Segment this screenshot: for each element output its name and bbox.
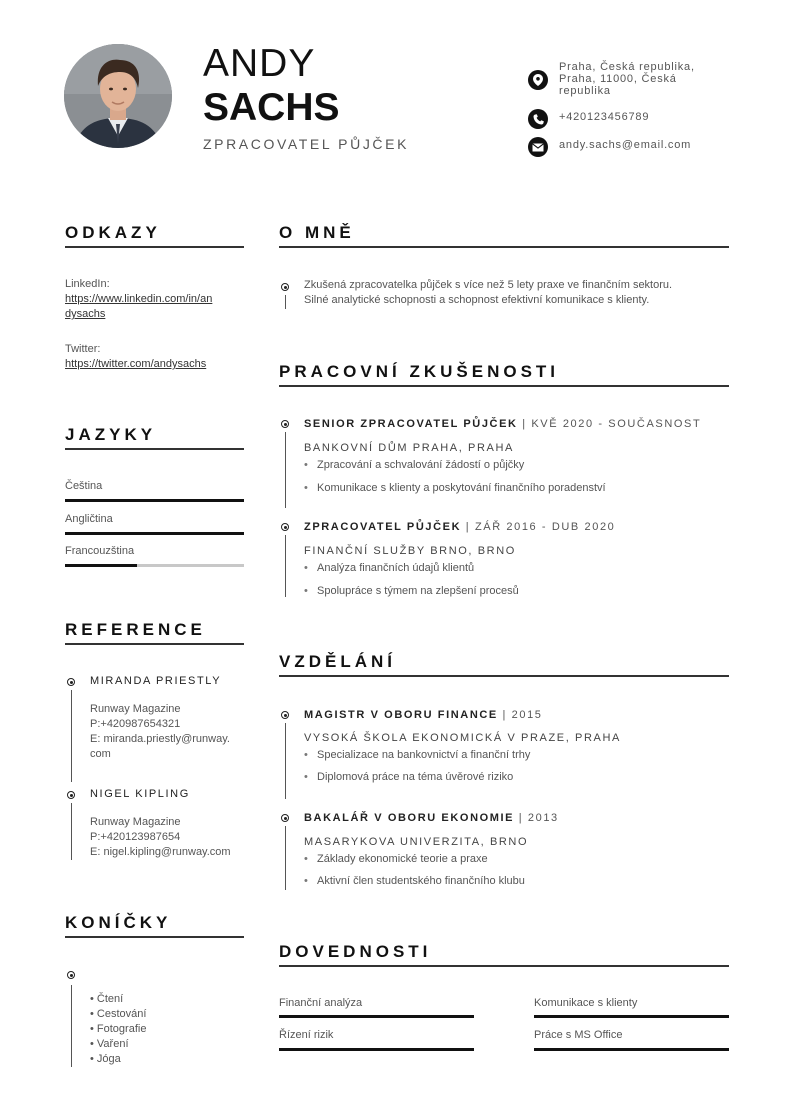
email-address[interactable]: andy.sachs@email.com — [559, 139, 692, 151]
skill-name: Práce s MS Office — [534, 1029, 623, 1041]
address-line-1: Praha, Česká republika, — [559, 61, 695, 73]
references-title: REFERENCE — [65, 620, 206, 639]
timeline-dot-icon — [281, 814, 289, 822]
experience-divider — [279, 385, 729, 387]
education-year: 2015 — [511, 709, 543, 721]
skill-level-fill — [534, 1015, 729, 1018]
languages-divider — [65, 448, 244, 450]
hobby-item: • Cestování — [90, 1008, 147, 1020]
job-position: SENIOR ZPRACOVATEL PŮJČEK — [304, 418, 518, 430]
links-divider — [65, 246, 244, 248]
hobbies-title: KONÍČKY — [65, 913, 172, 932]
job-position: ZPRACOVATEL PŮJČEK — [304, 521, 462, 533]
job-task: • Zpracování a schvalování žádostí o půjčky — [304, 459, 524, 471]
timeline-line — [71, 985, 72, 1067]
about-line: Zkušená zpracovatelka půjček s více než 5 lety praxe ve finančním sektoru. — [304, 279, 673, 291]
hobbies-list — [90, 992, 146, 1067]
skill-level-bar — [279, 1048, 474, 1051]
education-note: • Specializace na bankovnictví a finanční trhy — [304, 749, 530, 761]
separator: | — [514, 812, 528, 824]
skills-title: DOVEDNOSTI — [279, 942, 432, 961]
timeline-dot-icon — [281, 283, 289, 291]
reference-phone: P:+420123987654 — [90, 831, 181, 843]
education-divider — [279, 675, 729, 677]
separator: | — [517, 418, 532, 430]
skill-name: Komunikace s klienty — [534, 997, 638, 1009]
envelope-icon — [528, 137, 548, 157]
reference-email: E: miranda.priestly@runway. — [90, 733, 230, 745]
language-name: Angličtina — [65, 513, 113, 525]
timeline-line — [285, 826, 286, 890]
experience-title: PRACOVNÍ ZKUŠENOSTI — [279, 362, 560, 381]
skill-name: Finanční analýza — [279, 997, 363, 1009]
job-title: ZPRACOVATEL PŮJČEK — [203, 136, 410, 152]
language-level-bar — [65, 564, 244, 567]
education-heading — [304, 709, 543, 721]
hobby-item: • Čtení — [90, 993, 124, 1005]
education-heading — [304, 812, 559, 824]
timeline-line — [71, 690, 72, 782]
reference-email: E: nigel.kipling@runway.com — [90, 846, 231, 858]
skill-level-bar — [534, 1048, 729, 1051]
linkedin-link-line-1[interactable]: https://www.linkedin.com/in/an — [65, 293, 213, 305]
last-name: SACHS — [203, 86, 340, 129]
job-organization: FINANČNÍ SLUŽBY BRNO, BRNO — [304, 545, 516, 557]
hobbies-divider — [65, 936, 244, 938]
timeline-line — [285, 535, 286, 597]
language-level-fill — [65, 564, 137, 567]
job-task: • Spolupráce s týmem na zlepšení procesů — [304, 585, 519, 597]
person-photo-icon — [64, 44, 172, 148]
languages-title: JAZYKY — [65, 425, 157, 444]
skill-level-fill — [534, 1048, 729, 1051]
reference-name: MIRANDA PRIESTLY — [90, 675, 222, 687]
skill-name: Řízení rizik — [279, 1029, 334, 1041]
reference-phone: P:+420987654321 — [90, 718, 181, 730]
education-school: VYSOKÁ ŠKOLA EKONOMICKÁ V PRAZE, PRAHA — [304, 732, 621, 744]
first-name: ANDY — [203, 42, 316, 85]
reference-name: NIGEL KIPLING — [90, 788, 190, 800]
skills-divider — [279, 965, 729, 967]
education-school: MASARYKOVA UNIVERZITA, BRNO — [304, 836, 529, 848]
skill-level-bar — [534, 1015, 729, 1018]
job-heading — [304, 418, 701, 430]
timeline-line — [285, 432, 286, 508]
about-title: O MNĚ — [279, 223, 355, 242]
about-line: Silné analytické schopnosti a schopnost efektivní komunikace s klienty. — [304, 294, 650, 306]
twitter-link[interactable]: https://twitter.com/andysachs — [65, 358, 207, 370]
job-organization: BANKOVNÍ DŮM PRAHA, PRAHA — [304, 442, 514, 454]
timeline-line — [285, 295, 286, 309]
skill-level-fill — [279, 1048, 474, 1051]
links-title: ODKAZY — [65, 223, 161, 242]
address-line-3: republika — [559, 85, 611, 97]
timeline-dot-icon — [67, 971, 75, 979]
reference-company: Runway Magazine — [90, 703, 181, 715]
education-note: • Diplomová práce na téma úvěrové riziko — [304, 771, 513, 783]
about-divider — [279, 246, 729, 248]
phone-number[interactable]: +420123456789 — [559, 111, 650, 123]
skill-level-bar — [279, 1015, 474, 1018]
education-degree: BAKALÁŘ V OBORU EKONOMIE — [304, 812, 515, 824]
linkedin-label: LinkedIn: — [65, 278, 110, 290]
job-task: • Analýza finančních údajů klientů — [304, 562, 474, 574]
profile-photo — [64, 44, 172, 148]
education-note: • Aktivní člen studentského finančního klubu — [304, 875, 525, 887]
timeline-dot-icon — [67, 791, 75, 799]
job-dates: KVĚ 2020 - SOUČASNOST — [531, 418, 702, 430]
education-note: • Základy ekonomické teorie a praxe — [304, 853, 488, 865]
separator: | — [461, 521, 475, 533]
separator: | — [497, 709, 512, 721]
reference-email-cont: com — [90, 748, 111, 760]
phone-icon — [528, 109, 548, 129]
hobby-item: • Fotografie — [90, 1023, 147, 1035]
education-degree: MAGISTR V OBORU FINANCE — [304, 709, 498, 721]
timeline-line — [285, 723, 286, 799]
twitter-label: Twitter: — [65, 343, 101, 355]
job-heading — [304, 521, 615, 533]
education-year: 2013 — [527, 812, 559, 824]
reference-details — [90, 815, 231, 860]
reference-company: Runway Magazine — [90, 816, 181, 828]
about-text — [304, 278, 672, 308]
job-dates: ZÁŘ 2016 - DUB 2020 — [474, 521, 616, 533]
linkedin-link[interactable] — [65, 292, 212, 322]
language-level-fill — [65, 532, 244, 535]
address — [559, 61, 695, 97]
language-name: Čeština — [65, 480, 103, 492]
hobby-item: • Vaření — [90, 1038, 129, 1050]
job-task: • Komunikace s klienty a poskytování finančního poradenství — [304, 482, 606, 494]
timeline-dot-icon — [281, 711, 289, 719]
reference-details — [90, 702, 230, 762]
timeline-line — [71, 803, 72, 860]
timeline-dot-icon — [281, 523, 289, 531]
map-pin-icon — [528, 70, 548, 90]
language-name: Francouzština — [65, 545, 135, 557]
timeline-dot-icon — [67, 678, 75, 686]
references-divider — [65, 643, 244, 645]
language-level-fill — [65, 499, 244, 502]
skill-level-fill — [279, 1015, 474, 1018]
hobby-item: • Jóga — [90, 1053, 121, 1065]
language-level-bar — [65, 532, 244, 535]
education-title: VZDĚLÁNÍ — [279, 652, 396, 671]
address-line-2: Praha, 11000, Česká — [559, 73, 677, 85]
linkedin-link-line-2[interactable]: dysachs — [65, 308, 106, 320]
language-level-bar — [65, 499, 244, 502]
timeline-dot-icon — [281, 420, 289, 428]
